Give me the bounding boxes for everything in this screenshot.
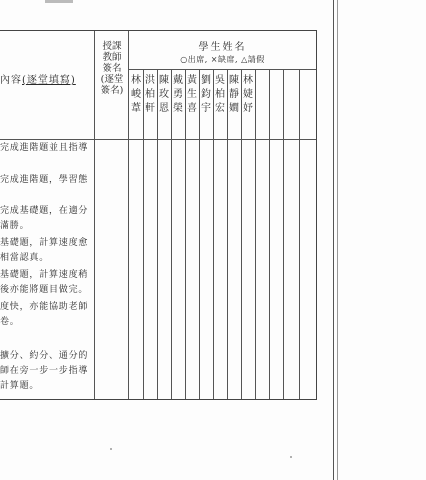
content-row: [0, 268, 94, 298]
student-col-divider: [269, 69, 270, 399]
student-name-column: [214, 74, 226, 116]
student-name-char: 黃: [187, 75, 197, 86]
attendance-table: [0, 30, 317, 400]
teacher-header-line: 教師: [102, 52, 122, 63]
student-name-column: [158, 74, 170, 116]
student-col-divider: [199, 69, 200, 399]
student-name-char: 軒: [145, 103, 155, 114]
student-col-divider: [213, 69, 214, 399]
student-name-char: 妤: [243, 103, 253, 114]
content-column-header: [0, 71, 76, 86]
student-name-char: 洪: [145, 75, 155, 86]
page-edge-line: [333, 0, 334, 480]
teacher-header-line: 簽名): [100, 85, 124, 96]
student-name-char: 陳: [159, 75, 169, 86]
student-name-column: [228, 74, 240, 116]
student-name-char: 勇: [173, 89, 183, 100]
student-name-char: 喜: [187, 103, 197, 114]
content-row-line: 度快，亦能協助老師: [0, 302, 89, 312]
student-col-divider: [255, 69, 256, 399]
student-name-char: 柏: [145, 89, 155, 100]
header-bottom-line: [0, 139, 316, 140]
content-row-line: 後亦能將題目做完。: [0, 285, 89, 295]
content-row-line: 師在旁一步一步指導: [0, 366, 89, 376]
scan-speck: [110, 448, 112, 450]
content-row-line: 基礎題，計算速度稍: [0, 270, 89, 280]
student-col-divider: [171, 69, 172, 399]
student-name-char: 宇: [201, 103, 211, 114]
student-name-char: 生: [187, 89, 197, 100]
content-row: [0, 236, 94, 266]
student-col-divider: [283, 69, 284, 399]
student-name-column: [144, 74, 156, 116]
content-fill-note: (逐堂填寫): [22, 75, 76, 86]
scan-speck: [290, 456, 292, 458]
student-name-char: 婕: [243, 89, 253, 100]
student-name-char: 陳: [229, 75, 239, 86]
teacher-header-line: 授課: [102, 41, 122, 52]
page-edge-line-secondary: [337, 0, 338, 480]
attendance-legend: ○出席, ×缺席, △請假: [180, 55, 265, 64]
scan-smudge: [45, 0, 73, 3]
student-col-divider: [143, 69, 144, 399]
student-col-divider: [157, 69, 158, 399]
student-name-char: 林: [131, 75, 141, 86]
content-row-line: 基礎題，計算速度愈: [0, 238, 89, 248]
student-header-divider: [128, 69, 316, 70]
content-row-line: 完成基礎題，在適分: [0, 206, 89, 216]
student-col-divider: [241, 69, 242, 399]
student-col-divider: [299, 69, 300, 399]
content-row-line: 相當認真。: [0, 253, 50, 263]
student-name-char: 榮: [173, 103, 183, 114]
teacher-signature-header: [95, 41, 129, 96]
student-name-char: 嫺: [229, 103, 239, 114]
student-name-column: [242, 74, 254, 116]
student-name-char: 峻: [131, 89, 141, 100]
student-name-char: 靜: [229, 89, 239, 100]
student-col-divider: [227, 69, 228, 399]
student-col-divider: [185, 69, 186, 399]
student-name-char: 宏: [215, 103, 225, 114]
student-name-column: [186, 74, 198, 116]
student-name-column: [172, 74, 184, 116]
student-name-char: 林: [243, 75, 253, 86]
student-name-char: 劉: [201, 75, 211, 86]
student-name-char: 柏: [215, 89, 225, 100]
content-row-line: 完成進階題並且指導: [0, 143, 89, 153]
content-row: [0, 349, 94, 394]
student-name-column: [130, 74, 142, 116]
content-row: [0, 300, 94, 330]
content-row: [0, 173, 94, 188]
content-row-line: 完成進階題，學習態: [0, 175, 89, 185]
content-row: [0, 204, 94, 234]
content-label: 內容: [0, 75, 22, 86]
content-row-line: 計算題。: [0, 381, 40, 391]
student-names-title: 學生姓名: [198, 42, 247, 53]
student-name-char: 戴: [173, 75, 183, 86]
teacher-header-line: 簽名: [102, 63, 122, 74]
student-name-char: 鈞: [201, 89, 211, 100]
student-name-char: 葦: [131, 103, 141, 114]
teacher-header-line: (逐堂: [100, 74, 124, 85]
content-row-line: 擴分、約分、通分的: [0, 351, 89, 361]
student-name-column: [200, 74, 212, 116]
content-row-line: 卷。: [0, 317, 20, 327]
student-name-char: 玫: [159, 89, 169, 100]
student-name-char: 吳: [215, 75, 225, 86]
content-row-line: 滿勝。: [0, 221, 30, 231]
content-row: [0, 141, 94, 156]
student-name-char: 恩: [159, 103, 169, 114]
